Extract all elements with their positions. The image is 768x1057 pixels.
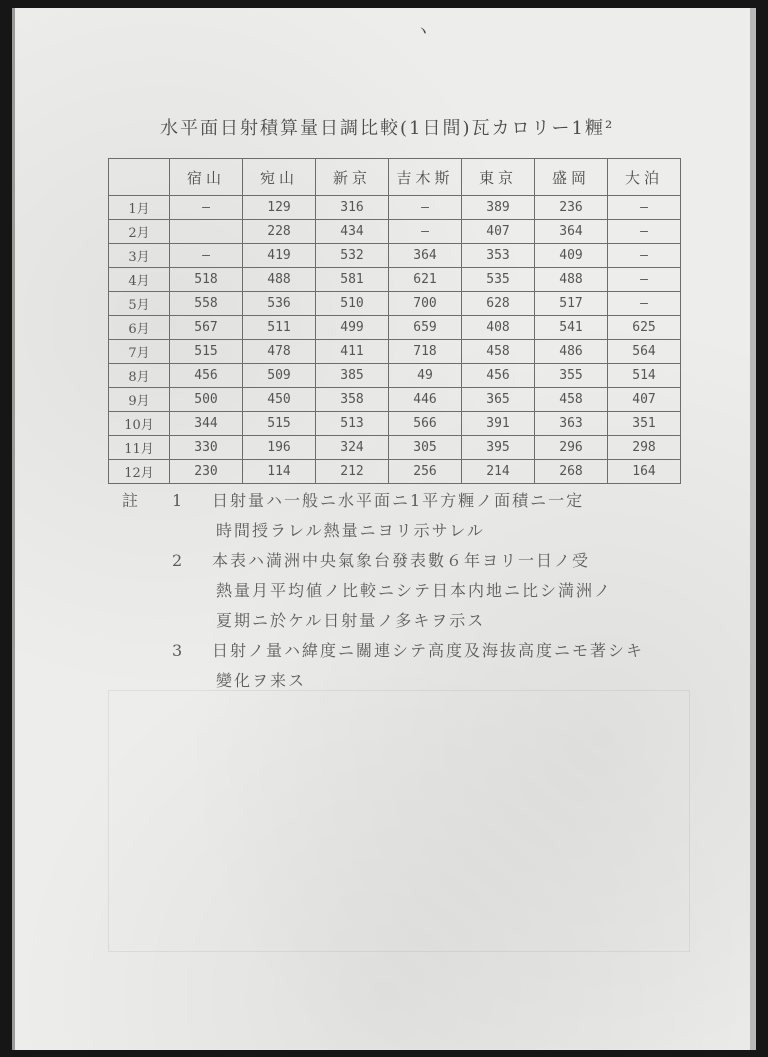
value-cell: 212 bbox=[316, 460, 389, 484]
value-cell: 196 bbox=[243, 436, 316, 460]
value-cell: 517 bbox=[535, 292, 608, 316]
month-cell: 10月 bbox=[109, 412, 170, 436]
note-line: 熱量月平均値ノ比較ニシテ日本内地ニ比シ満洲ノ bbox=[216, 581, 613, 600]
value-cell: 316 bbox=[316, 196, 389, 220]
value-cell: 256 bbox=[389, 460, 462, 484]
value-cell: 450 bbox=[243, 388, 316, 412]
month-cell: 12月 bbox=[109, 460, 170, 484]
station-header: 宿山 bbox=[170, 159, 243, 196]
value-cell: 395 bbox=[462, 436, 535, 460]
value-cell: 567 bbox=[170, 316, 243, 340]
station-header: 大泊 bbox=[608, 159, 681, 196]
note-line: 夏期ニ於ケル日射量ノ多キヲ示ス bbox=[216, 611, 486, 630]
value-cell: 488 bbox=[535, 268, 608, 292]
value-cell: 389 bbox=[462, 196, 535, 220]
value-cell: 515 bbox=[243, 412, 316, 436]
month-cell: 1月 bbox=[109, 196, 170, 220]
value-cell: 364 bbox=[389, 244, 462, 268]
value-cell: 499 bbox=[316, 316, 389, 340]
note-number: 3 bbox=[172, 641, 183, 660]
value-cell: 488 bbox=[243, 268, 316, 292]
value-cell: 566 bbox=[389, 412, 462, 436]
value-cell: 365 bbox=[462, 388, 535, 412]
station-header: 宛山 bbox=[243, 159, 316, 196]
value-cell: 228 bbox=[243, 220, 316, 244]
table-row bbox=[109, 292, 681, 316]
value-cell: 486 bbox=[535, 340, 608, 364]
note-line: 變化ヲ来ス bbox=[216, 671, 307, 690]
month-cell: 9月 bbox=[109, 388, 170, 412]
value-cell: 718 bbox=[389, 340, 462, 364]
station-header: 新京 bbox=[316, 159, 389, 196]
table-row bbox=[109, 268, 681, 292]
value-cell: 446 bbox=[389, 388, 462, 412]
value-cell: 324 bbox=[316, 436, 389, 460]
value-cell: 407 bbox=[462, 220, 535, 244]
value-cell: 305 bbox=[389, 436, 462, 460]
bleed-through-shadow bbox=[108, 690, 690, 952]
value-cell: 355 bbox=[535, 364, 608, 388]
value-cell: 385 bbox=[316, 364, 389, 388]
value-cell: 513 bbox=[316, 412, 389, 436]
note-number: 1 bbox=[172, 491, 183, 510]
month-cell: 8月 bbox=[109, 364, 170, 388]
station-header: 吉木斯 bbox=[389, 159, 462, 196]
note-line: 日射量ハ一般ニ水平面ニ1平方糎ノ面積ニ一定 bbox=[212, 491, 585, 510]
value-cell: — bbox=[389, 220, 462, 244]
value-cell: 700 bbox=[389, 292, 462, 316]
table-row bbox=[109, 364, 681, 388]
value-cell: 515 bbox=[170, 340, 243, 364]
value-cell: 535 bbox=[462, 268, 535, 292]
table-row bbox=[109, 244, 681, 268]
value-cell: 659 bbox=[389, 316, 462, 340]
table-row bbox=[109, 316, 681, 340]
value-cell: 353 bbox=[462, 244, 535, 268]
note-item bbox=[172, 636, 682, 696]
value-cell: 49 bbox=[389, 364, 462, 388]
value-cell: 409 bbox=[535, 244, 608, 268]
table-header-row bbox=[109, 159, 681, 196]
document-title: 水平面日射積算量日調比較(1日間)瓦カロリー1糎² bbox=[160, 118, 615, 139]
value-cell: 625 bbox=[608, 316, 681, 340]
table-row bbox=[109, 196, 681, 220]
value-cell: — bbox=[608, 196, 681, 220]
value-cell: 500 bbox=[170, 388, 243, 412]
notes-label: 註 bbox=[122, 491, 139, 510]
value-cell: — bbox=[170, 196, 243, 220]
month-cell: 6月 bbox=[109, 316, 170, 340]
table-row bbox=[109, 340, 681, 364]
table-row bbox=[109, 388, 681, 412]
value-cell: 456 bbox=[462, 364, 535, 388]
value-cell: 456 bbox=[170, 364, 243, 388]
value-cell: 236 bbox=[535, 196, 608, 220]
value-cell: 514 bbox=[608, 364, 681, 388]
value-cell: 478 bbox=[243, 340, 316, 364]
value-cell: 511 bbox=[243, 316, 316, 340]
value-cell: 419 bbox=[243, 244, 316, 268]
station-header: 盛岡 bbox=[535, 159, 608, 196]
value-cell: 458 bbox=[462, 340, 535, 364]
value-cell: 344 bbox=[170, 412, 243, 436]
note-item bbox=[172, 546, 682, 636]
value-cell: 358 bbox=[316, 388, 389, 412]
month-cell: 2月 bbox=[109, 220, 170, 244]
value-cell: 558 bbox=[170, 292, 243, 316]
solar-radiation-table bbox=[108, 158, 681, 484]
value-cell: 298 bbox=[608, 436, 681, 460]
table-row bbox=[109, 460, 681, 484]
value-cell: 114 bbox=[243, 460, 316, 484]
value-cell: 351 bbox=[608, 412, 681, 436]
value-cell: — bbox=[389, 196, 462, 220]
table-corner-cell bbox=[109, 159, 170, 196]
value-cell: 214 bbox=[462, 460, 535, 484]
note-line: 時間授ラレル熱量ニヨリ示サレル bbox=[216, 521, 485, 540]
note-line: 日射ノ量ハ緯度ニ關連シテ高度及海抜高度ニモ著シキ bbox=[212, 641, 645, 660]
value-cell: 510 bbox=[316, 292, 389, 316]
value-cell: 268 bbox=[535, 460, 608, 484]
value-cell: 411 bbox=[316, 340, 389, 364]
value-cell: 129 bbox=[243, 196, 316, 220]
table-row bbox=[109, 436, 681, 460]
table-row bbox=[109, 220, 681, 244]
value-cell: 581 bbox=[316, 268, 389, 292]
value-cell: 536 bbox=[243, 292, 316, 316]
value-cell: 164 bbox=[608, 460, 681, 484]
value-cell: 518 bbox=[170, 268, 243, 292]
value-cell: 628 bbox=[462, 292, 535, 316]
station-header: 東京 bbox=[462, 159, 535, 196]
value-cell: — bbox=[608, 268, 681, 292]
month-cell: 11月 bbox=[109, 436, 170, 460]
note-line: 本表ハ満洲中央氣象台發表數６年ヨリ一日ノ受 bbox=[212, 551, 591, 570]
value-cell: 364 bbox=[535, 220, 608, 244]
value-cell: — bbox=[608, 244, 681, 268]
value-cell: — bbox=[608, 220, 681, 244]
value-cell: 532 bbox=[316, 244, 389, 268]
value-cell: 408 bbox=[462, 316, 535, 340]
value-cell: 541 bbox=[535, 316, 608, 340]
table-row bbox=[109, 412, 681, 436]
value-cell: — bbox=[608, 292, 681, 316]
value-cell bbox=[170, 220, 243, 244]
value-cell: 391 bbox=[462, 412, 535, 436]
value-cell: 330 bbox=[170, 436, 243, 460]
value-cell: 458 bbox=[535, 388, 608, 412]
value-cell: 621 bbox=[389, 268, 462, 292]
value-cell: 509 bbox=[243, 364, 316, 388]
value-cell: 564 bbox=[608, 340, 681, 364]
value-cell: 434 bbox=[316, 220, 389, 244]
month-cell: 3月 bbox=[109, 244, 170, 268]
note-number: 2 bbox=[172, 551, 183, 570]
page-mark: ヽ bbox=[415, 21, 432, 40]
value-cell: — bbox=[170, 244, 243, 268]
value-cell: 296 bbox=[535, 436, 608, 460]
value-cell: 363 bbox=[535, 412, 608, 436]
month-cell: 7月 bbox=[109, 340, 170, 364]
note-item bbox=[172, 486, 682, 546]
value-cell: 230 bbox=[170, 460, 243, 484]
month-cell: 5月 bbox=[109, 292, 170, 316]
month-cell: 4月 bbox=[109, 268, 170, 292]
value-cell: 407 bbox=[608, 388, 681, 412]
